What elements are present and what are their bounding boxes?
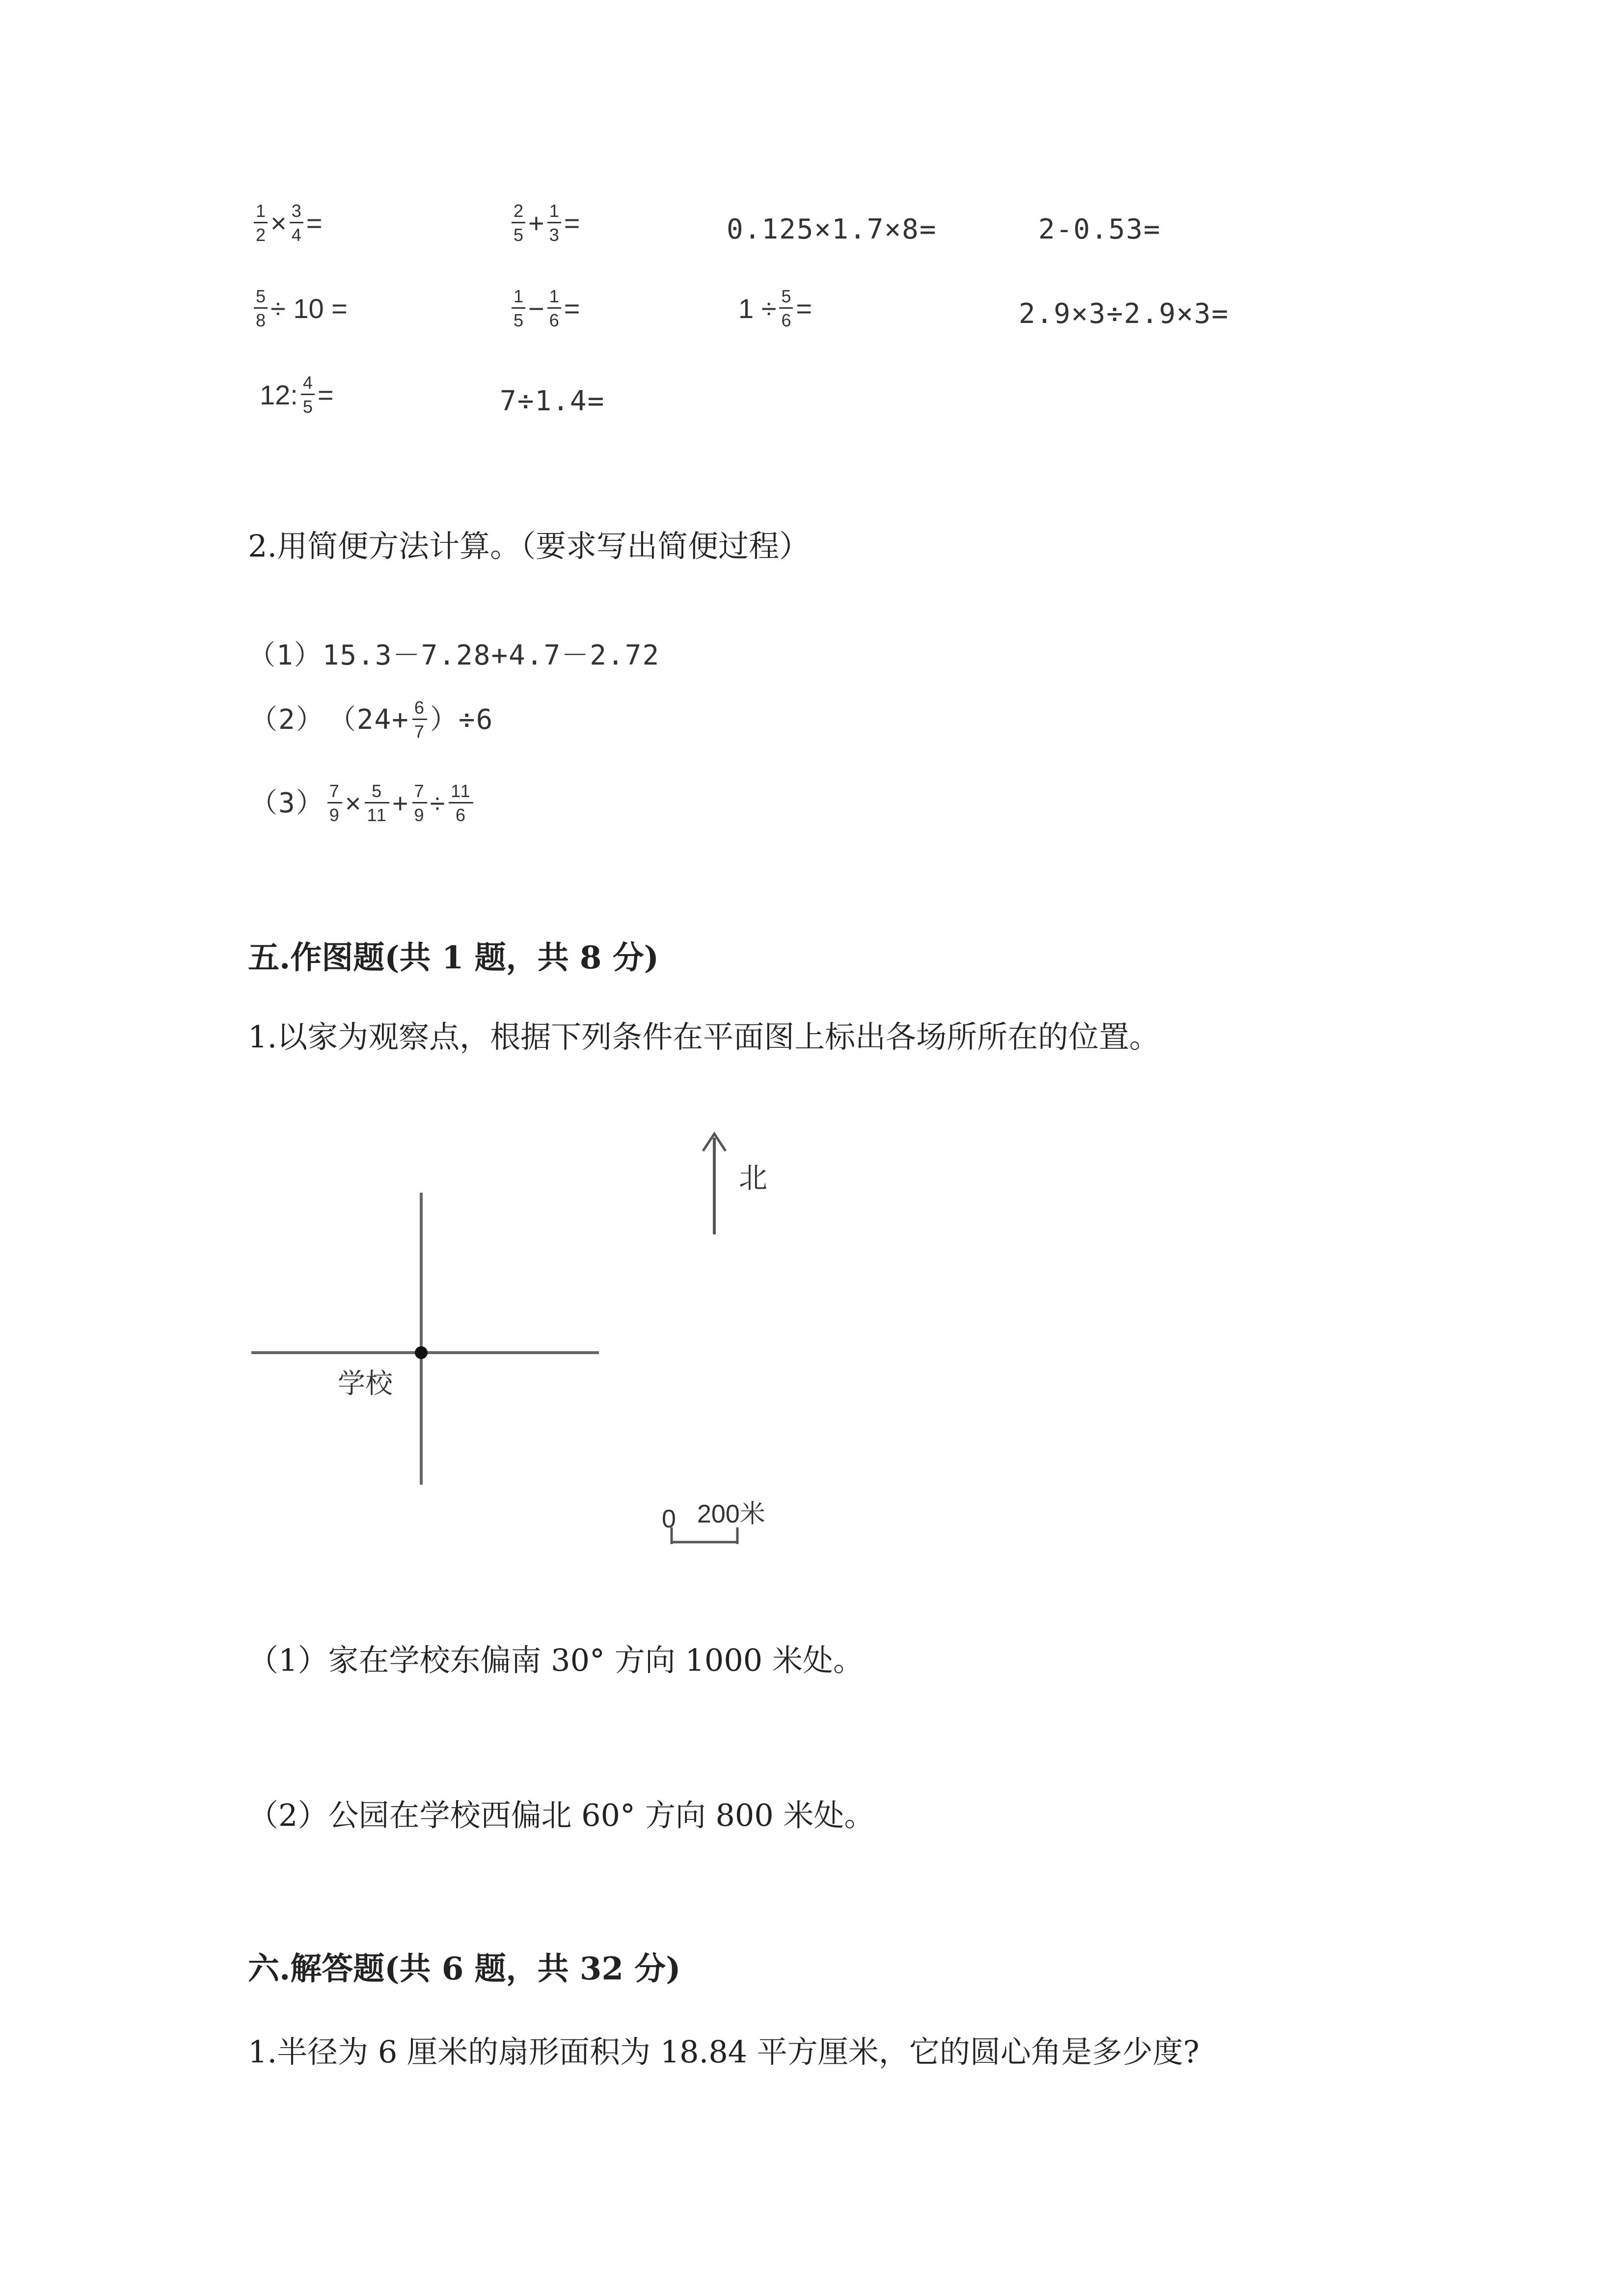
section-5-q1: 1.以家为观察点，根据下列条件在平面图上标出各场所所在的位置。 bbox=[248, 1019, 1160, 1055]
fraction: $\frac{11}{6}$ bbox=[449, 782, 473, 824]
fraction: $\frac{5}{8}$ bbox=[254, 288, 268, 329]
calc-1-3: 0.125×1.7×8= bbox=[727, 214, 937, 245]
section-5-condition-1: （1）家在学校东偏南 30° 方向 1000 米处。 bbox=[248, 1642, 864, 1678]
calc-1-4: 2-0.53= bbox=[1038, 214, 1162, 245]
q2-part-2: （2） （24+ $\frac{6}{7}$ ）÷6 bbox=[250, 697, 494, 742]
calc-3-2: 7÷1.4= bbox=[500, 385, 605, 417]
calc-2-2: $\frac{1}{5}$ − $\frac{1}{6}$ = bbox=[511, 288, 582, 329]
calc-2-4: 2.9×3÷2.9×3= bbox=[1019, 298, 1229, 330]
section-5-condition-2: （2）公园在学校西偏北 60° 方向 800 米处。 bbox=[248, 1797, 875, 1833]
fraction: $\frac{1}{6}$ bbox=[547, 288, 561, 329]
calc-1-1: $\frac{1}{2}$ × $\frac{3}{4}$ = bbox=[253, 202, 324, 244]
fraction: $\frac{1}{3}$ bbox=[547, 202, 561, 244]
q2-part-1: （1）15.3－7.28+4.7－2.72 bbox=[248, 640, 660, 671]
calc-1-2: $\frac{2}{5}$ + $\frac{1}{3}$ = bbox=[511, 202, 582, 244]
north-label: 北 bbox=[739, 1162, 768, 1194]
fraction: $\frac{1}{2}$ bbox=[254, 202, 268, 244]
fraction: $\frac{7}{9}$ bbox=[412, 782, 427, 824]
school-label: 学校 bbox=[338, 1368, 393, 1399]
q2-title: 2.用简便方法计算。（要求写出简便过程） bbox=[248, 528, 810, 564]
fraction: $\frac{5}{6}$ bbox=[779, 288, 793, 329]
scale-label: 200米 bbox=[697, 1500, 765, 1528]
calc-2-3: 1 ÷ $\frac{5}{6}$ = bbox=[738, 286, 812, 330]
scale-zero: 0 bbox=[662, 1505, 676, 1533]
section-5-heading: 五.作图题(共 1 题，共 8 分) bbox=[248, 939, 659, 976]
north-arrow bbox=[703, 1134, 726, 1234]
fraction: $\frac{6}{7}$ bbox=[412, 699, 427, 741]
section-6-q1: 1.半径为 6 厘米的扇形面积为 18.84 平方厘米，它的圆心角是多少度? bbox=[248, 2034, 1200, 2070]
school-point bbox=[415, 1346, 428, 1359]
fraction: $\frac{5}{11}$ bbox=[365, 782, 389, 824]
q2-part-3: （3） $\frac{7}{9}$ × $\frac{5}{11}$ + $\frac{7}{9}$ ÷ $\frac{11}{6}$ bbox=[248, 782, 474, 824]
fraction: $\frac{2}{5}$ bbox=[512, 202, 525, 244]
scale-bar bbox=[672, 1527, 737, 1544]
calc-3-1: 12: $\frac{4}{5}$ = bbox=[260, 373, 334, 417]
fraction: $\frac{7}{9}$ bbox=[327, 782, 342, 824]
fraction: $\frac{4}{5}$ bbox=[301, 374, 315, 416]
calc-2-1: $\frac{5}{8}$ ÷ 10 = bbox=[253, 288, 350, 329]
fraction: $\frac{3}{4}$ bbox=[290, 202, 303, 244]
fraction: $\frac{1}{5}$ bbox=[512, 288, 525, 329]
section-6-heading: 六.解答题(共 6 题，共 32 分) bbox=[248, 1950, 681, 1987]
